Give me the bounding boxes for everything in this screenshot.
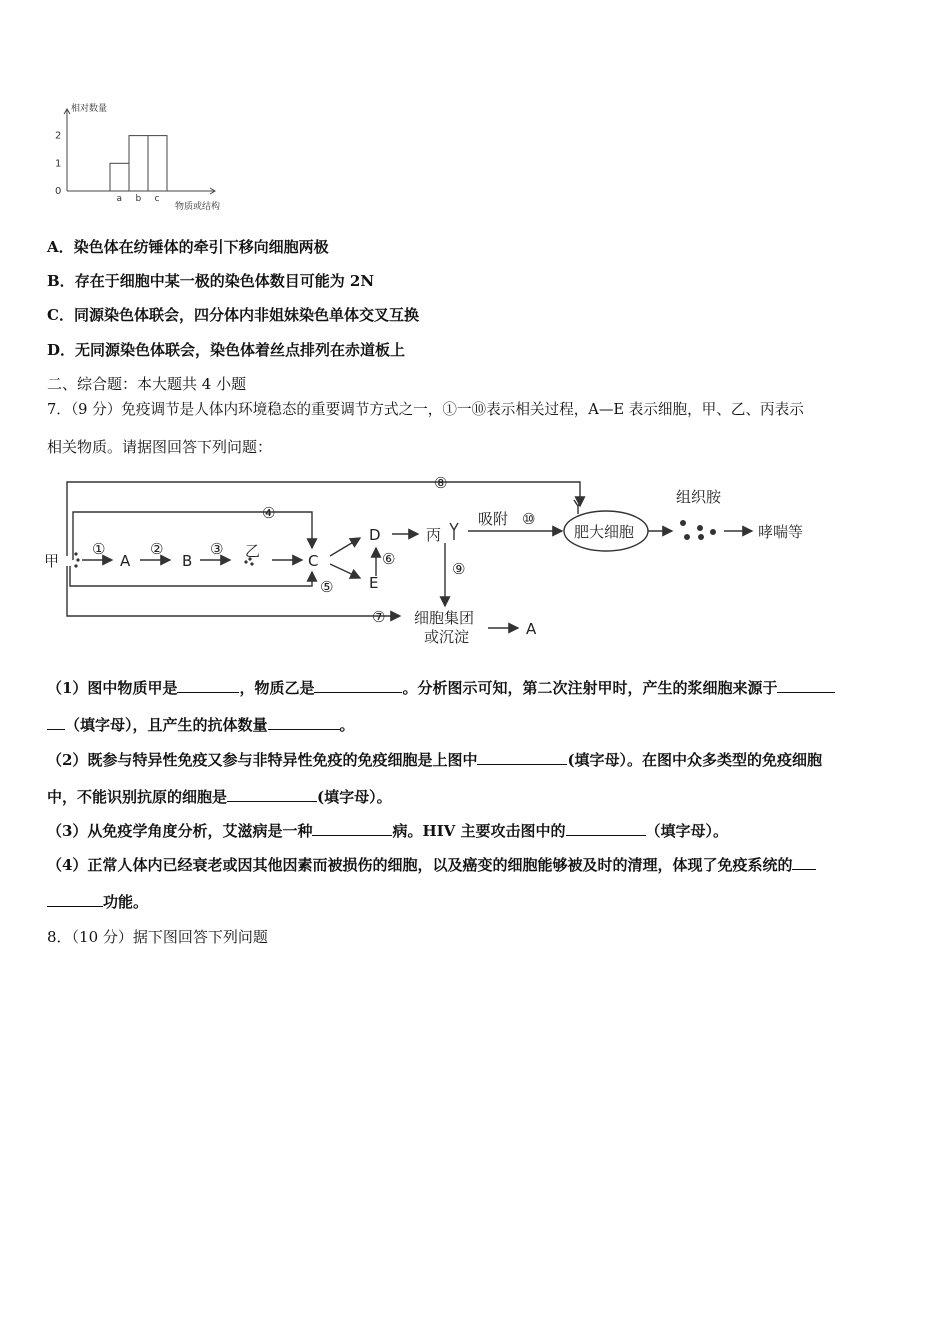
x-tick-label: b [135,194,142,204]
dg-cluster-line2: 或沉淀 [424,628,470,646]
option-a-label: A． [47,238,74,256]
blank-1[interactable] [177,678,239,693]
blank-5[interactable] [477,750,567,765]
dg-step-2: ② [150,540,164,558]
option-d-text: 无同源染色体联会，染色体着丝点排列在赤道板上 [75,341,406,359]
dg-step-7: ⑦ [372,608,386,626]
dg-step-8: ⑧ [434,474,448,492]
dg-cell-a2: A [526,620,537,638]
dg-step-9: ⑨ [452,560,466,578]
dg-cell-e: E [369,574,379,592]
dg-step-1: ① [92,540,106,558]
option-b-text: 存在于细胞中某一极的染色体数目可能为 2N [74,272,375,290]
q7-part2-line2: 中，不能识别抗原的细胞是 (填字母）。 [47,788,392,806]
q7-stem-line1: 7．（9 分）免疫调节是人体内环境稳态的重要调节方式之一，①一⑩表示相关过程，A—E 表示细胞，甲、乙、丙表示 [47,401,804,418]
x-tick-label: c [154,194,160,204]
y-tick-label: 1 [55,158,62,170]
dg-cell-c: C [308,552,319,570]
blank-8[interactable] [566,821,646,836]
dg-step-10: ⑩ [522,510,536,528]
blank-6[interactable] [227,787,317,802]
option-b [47,270,374,291]
q8-stem: 8．（10 分）据下图回答下列问题 [47,928,268,946]
dg-step-5: ⑤ [320,578,334,596]
q7-part1-line1: （1）图中物质甲是 ，物质乙是 。分析图示可知，第二次注射甲时，产生的浆细胞来源于 [47,677,835,698]
dg-cell-a: A [120,552,131,570]
dg-cell-b: B [182,552,193,570]
q7-part4-line2: 功能。 [47,891,148,912]
blank-3b[interactable] [47,715,65,730]
x-axis-label: 物质或结构 [175,202,221,212]
blank-3a[interactable] [777,678,835,693]
dg-histamine: 组织胺 [676,488,722,506]
dg-bing: 丙 [426,526,442,544]
dg-cluster-line1: 细胞集团 [414,609,475,627]
immune-diagram [40,468,860,658]
q7-part2-line1: （2）既参与特异性免疫又参与非特异性免疫的免疫细胞是上图中 (填字母）。在图中众多类型的免疫细胞 [47,751,823,769]
option-a [47,236,329,257]
dg-adsorb: 吸附 [478,510,509,528]
bar-c [148,136,167,191]
blank-4[interactable] [268,715,340,730]
dg-yi: 乙 [245,542,261,560]
option-d-label: D． [47,341,76,359]
option-a-text: 染色体在纺锤体的牵引下移向细胞两极 [73,238,329,256]
option-c [47,304,419,325]
option-d [47,339,405,360]
blank-9a[interactable] [792,855,816,870]
dg-step-3: ③ [210,540,224,558]
option-c-label: C． [47,306,74,324]
bar-chart [45,95,255,220]
dg-jia: 甲 [44,552,60,570]
option-c-text: 同源染色体联会，四分体内非姐妹染色单体交叉互换 [73,306,419,324]
option-b-label: B． [47,272,75,290]
q7-part3: （3）从免疫学角度分析，艾滋病是一种 病。HIV 主要攻击图中的 （填字母）。 [47,822,729,840]
blank-2[interactable] [314,678,402,693]
blank-7[interactable] [312,821,392,836]
blank-9b[interactable] [47,892,103,907]
bar-a [110,163,129,191]
dg-asthma: 哮喘等 [758,523,804,541]
dg-mast-cell: 肥大细胞 [574,523,635,541]
bar-b [129,136,148,191]
dg-cell-d: D [369,526,381,544]
x-tick-label: a [116,194,123,204]
y-axis-label: 相对数量 [71,104,108,114]
y-tick-label: 2 [55,130,62,142]
dg-step-4: ④ [262,504,276,522]
y-tick-label: 0 [55,186,62,197]
q7-part4-line1: （4）正常人体内已经衰老或因其他因素而被损伤的细胞，以及癌变的细胞能够被及时的清理，体现了免疫系统的 [47,854,816,875]
dg-step-6: ⑥ [382,550,396,568]
q7-part1-line2: （填字母），且产生的抗体数量 。 [47,714,355,735]
section-heading: 二、综合题：本大题共 4 小题 [47,375,247,393]
q7-stem-line2: 相关物质。请据图回答下列问题： [47,438,273,456]
